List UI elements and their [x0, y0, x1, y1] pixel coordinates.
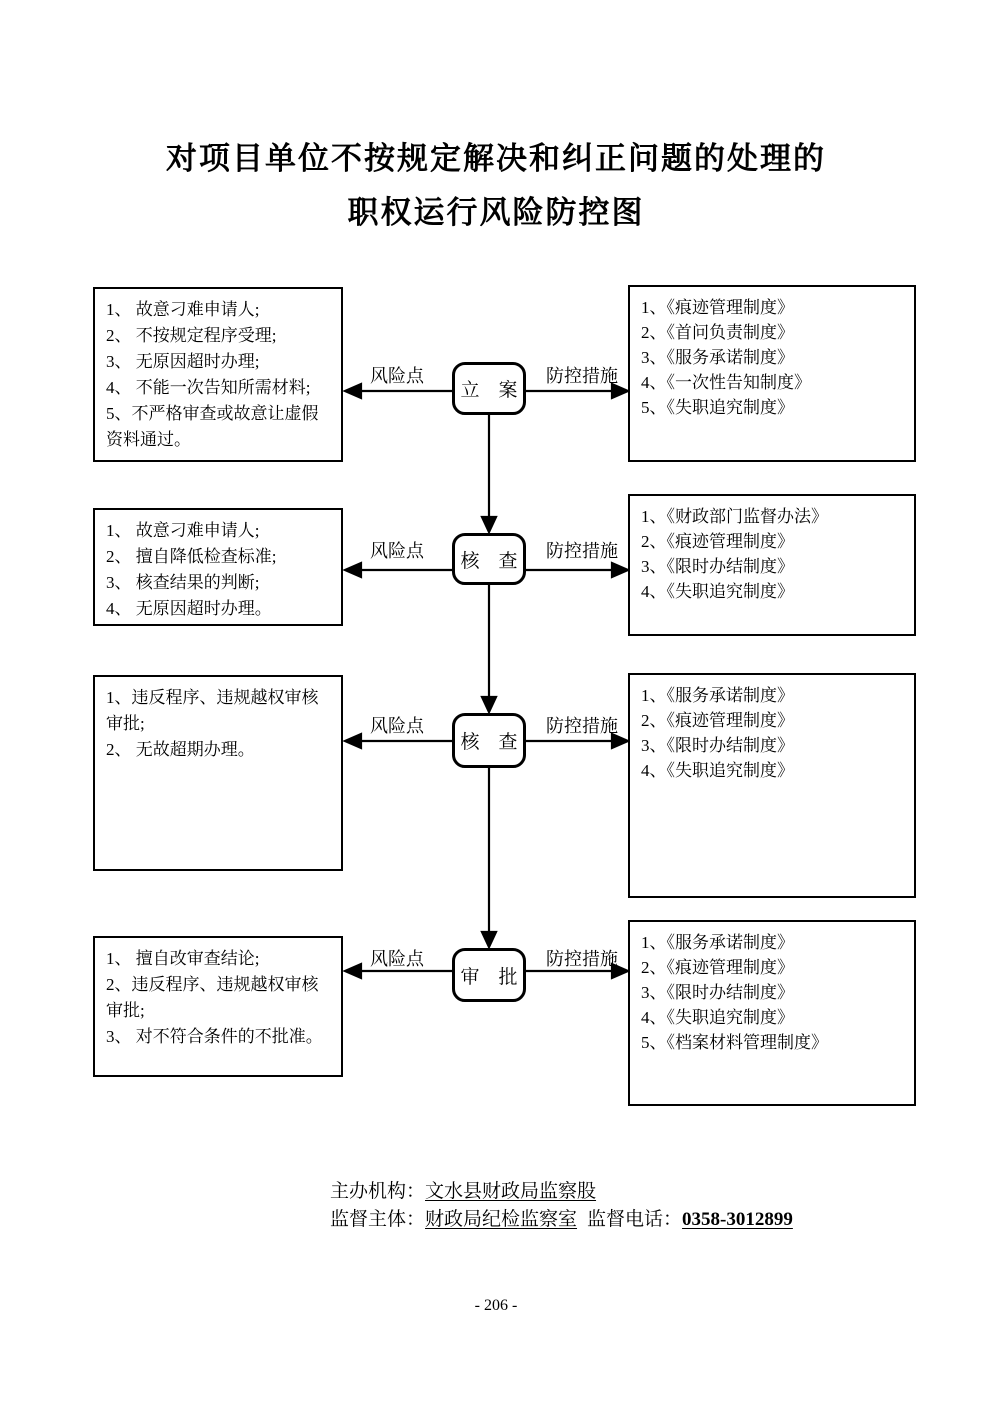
risk-item: 1、违反程序、违规越权审核审批;: [106, 688, 319, 733]
risk-box-filing: [93, 287, 343, 462]
measure-item: 4、《失职追究制度》: [641, 761, 794, 780]
organizer-line: [330, 1178, 793, 1206]
supervisor-value: 财政局纪检监察室: [425, 1209, 578, 1230]
measure-item: 2、《首问负责制度》: [641, 323, 794, 342]
measure-label: 防控措施: [546, 541, 618, 561]
risk-item: 1、 擅自改审查结论;: [106, 949, 260, 968]
risk-item: 2、 擅自降低检查标准;: [106, 547, 277, 566]
risk-item: 2、 无故超期办理。: [106, 740, 255, 759]
page-title-line2: 职权运行风险防控图: [347, 195, 645, 230]
risk-item: 2、违反程序、违规越权审核审批;: [106, 975, 319, 1020]
measure-box-check2: [628, 673, 916, 898]
measure-item: 4、《一次性告知制度》: [641, 373, 811, 392]
measure-item: 1、《财政部门监督办法》: [641, 507, 828, 526]
risk-item: 3、 无原因超时办理;: [106, 352, 260, 371]
footer: [330, 1178, 793, 1234]
risk-box-check1: [93, 508, 343, 626]
measure-label: 防控措施: [546, 949, 618, 969]
arrow-down-icon: [482, 697, 496, 712]
process-node-approval: 审 批: [452, 948, 526, 1002]
organizer-label: 主办机构：: [330, 1181, 426, 1202]
organizer-value: 文水县财政局监察股: [425, 1181, 597, 1202]
risk-label: 风险点: [370, 716, 424, 736]
risk-item: 4、 无原因超时办理。: [106, 599, 272, 618]
process-node-filing: 立 案: [452, 362, 526, 415]
phone-label: 监督电话：: [587, 1209, 683, 1230]
measure-item: 3、《限时办结制度》: [641, 736, 794, 755]
measure-label: 防控措施: [546, 366, 618, 386]
supervisor-line: [330, 1206, 793, 1234]
risk-item: 3、 核查结果的判断;: [106, 573, 260, 592]
page-title-line1: 对项目单位不按规定解决和纠正问题的处理的: [166, 141, 826, 176]
measure-item: 2、《痕迹管理制度》: [641, 711, 794, 730]
risk-item: 4、 不能一次告知所需材料;: [106, 378, 311, 397]
arrow-left-icon: [345, 563, 361, 577]
phone-value: 0358-3012899: [682, 1209, 793, 1230]
process-node-check2: 核 查: [452, 713, 526, 768]
measure-item: 3、《限时办结制度》: [641, 557, 794, 576]
risk-item: 3、 对不符合条件的不批准。: [106, 1027, 323, 1046]
measure-item: 4、《失职追究制度》: [641, 582, 794, 601]
arrow-right-icon: [612, 563, 628, 577]
measure-item: 1、《服务承诺制度》: [641, 686, 794, 705]
risk-item: 1、 故意刁难申请人;: [106, 521, 260, 540]
measure-box-check1: [628, 494, 916, 636]
risk-label: 风险点: [370, 949, 424, 969]
process-node-check1: 核 查: [452, 533, 526, 585]
measure-item: 2、《痕迹管理制度》: [641, 532, 794, 551]
measure-box-filing: [628, 285, 916, 462]
arrow-down-icon: [482, 517, 496, 532]
measure-item: 3、《限时办结制度》: [641, 983, 794, 1002]
measure-item: 4、《失职追究制度》: [641, 1008, 794, 1027]
measure-item: 1、《痕迹管理制度》: [641, 298, 794, 317]
measure-box-approval: [628, 920, 916, 1106]
page-number: - 206 -: [474, 1297, 518, 1314]
risk-item: 5、不严格审查或故意让虚假资料通过。: [106, 404, 319, 449]
measure-item: 5、《失职追究制度》: [641, 398, 794, 417]
arrow-down-icon: [482, 932, 496, 947]
measure-item: 1、《服务承诺制度》: [641, 933, 794, 952]
risk-item: 1、 故意刁难申请人;: [106, 300, 260, 319]
supervisor-label: 监督主体：: [330, 1209, 426, 1230]
risk-box-approval: [93, 936, 343, 1077]
measure-item: 3、《服务承诺制度》: [641, 348, 794, 367]
risk-item: 2、 不按规定程序受理;: [106, 326, 277, 345]
risk-label: 风险点: [370, 541, 424, 561]
risk-label: 风险点: [370, 366, 424, 386]
measure-item: 2、《痕迹管理制度》: [641, 958, 794, 977]
risk-box-check2: [93, 675, 343, 871]
measure-label: 防控措施: [546, 716, 618, 736]
measure-item: 5、《档案材料管理制度》: [641, 1033, 828, 1052]
